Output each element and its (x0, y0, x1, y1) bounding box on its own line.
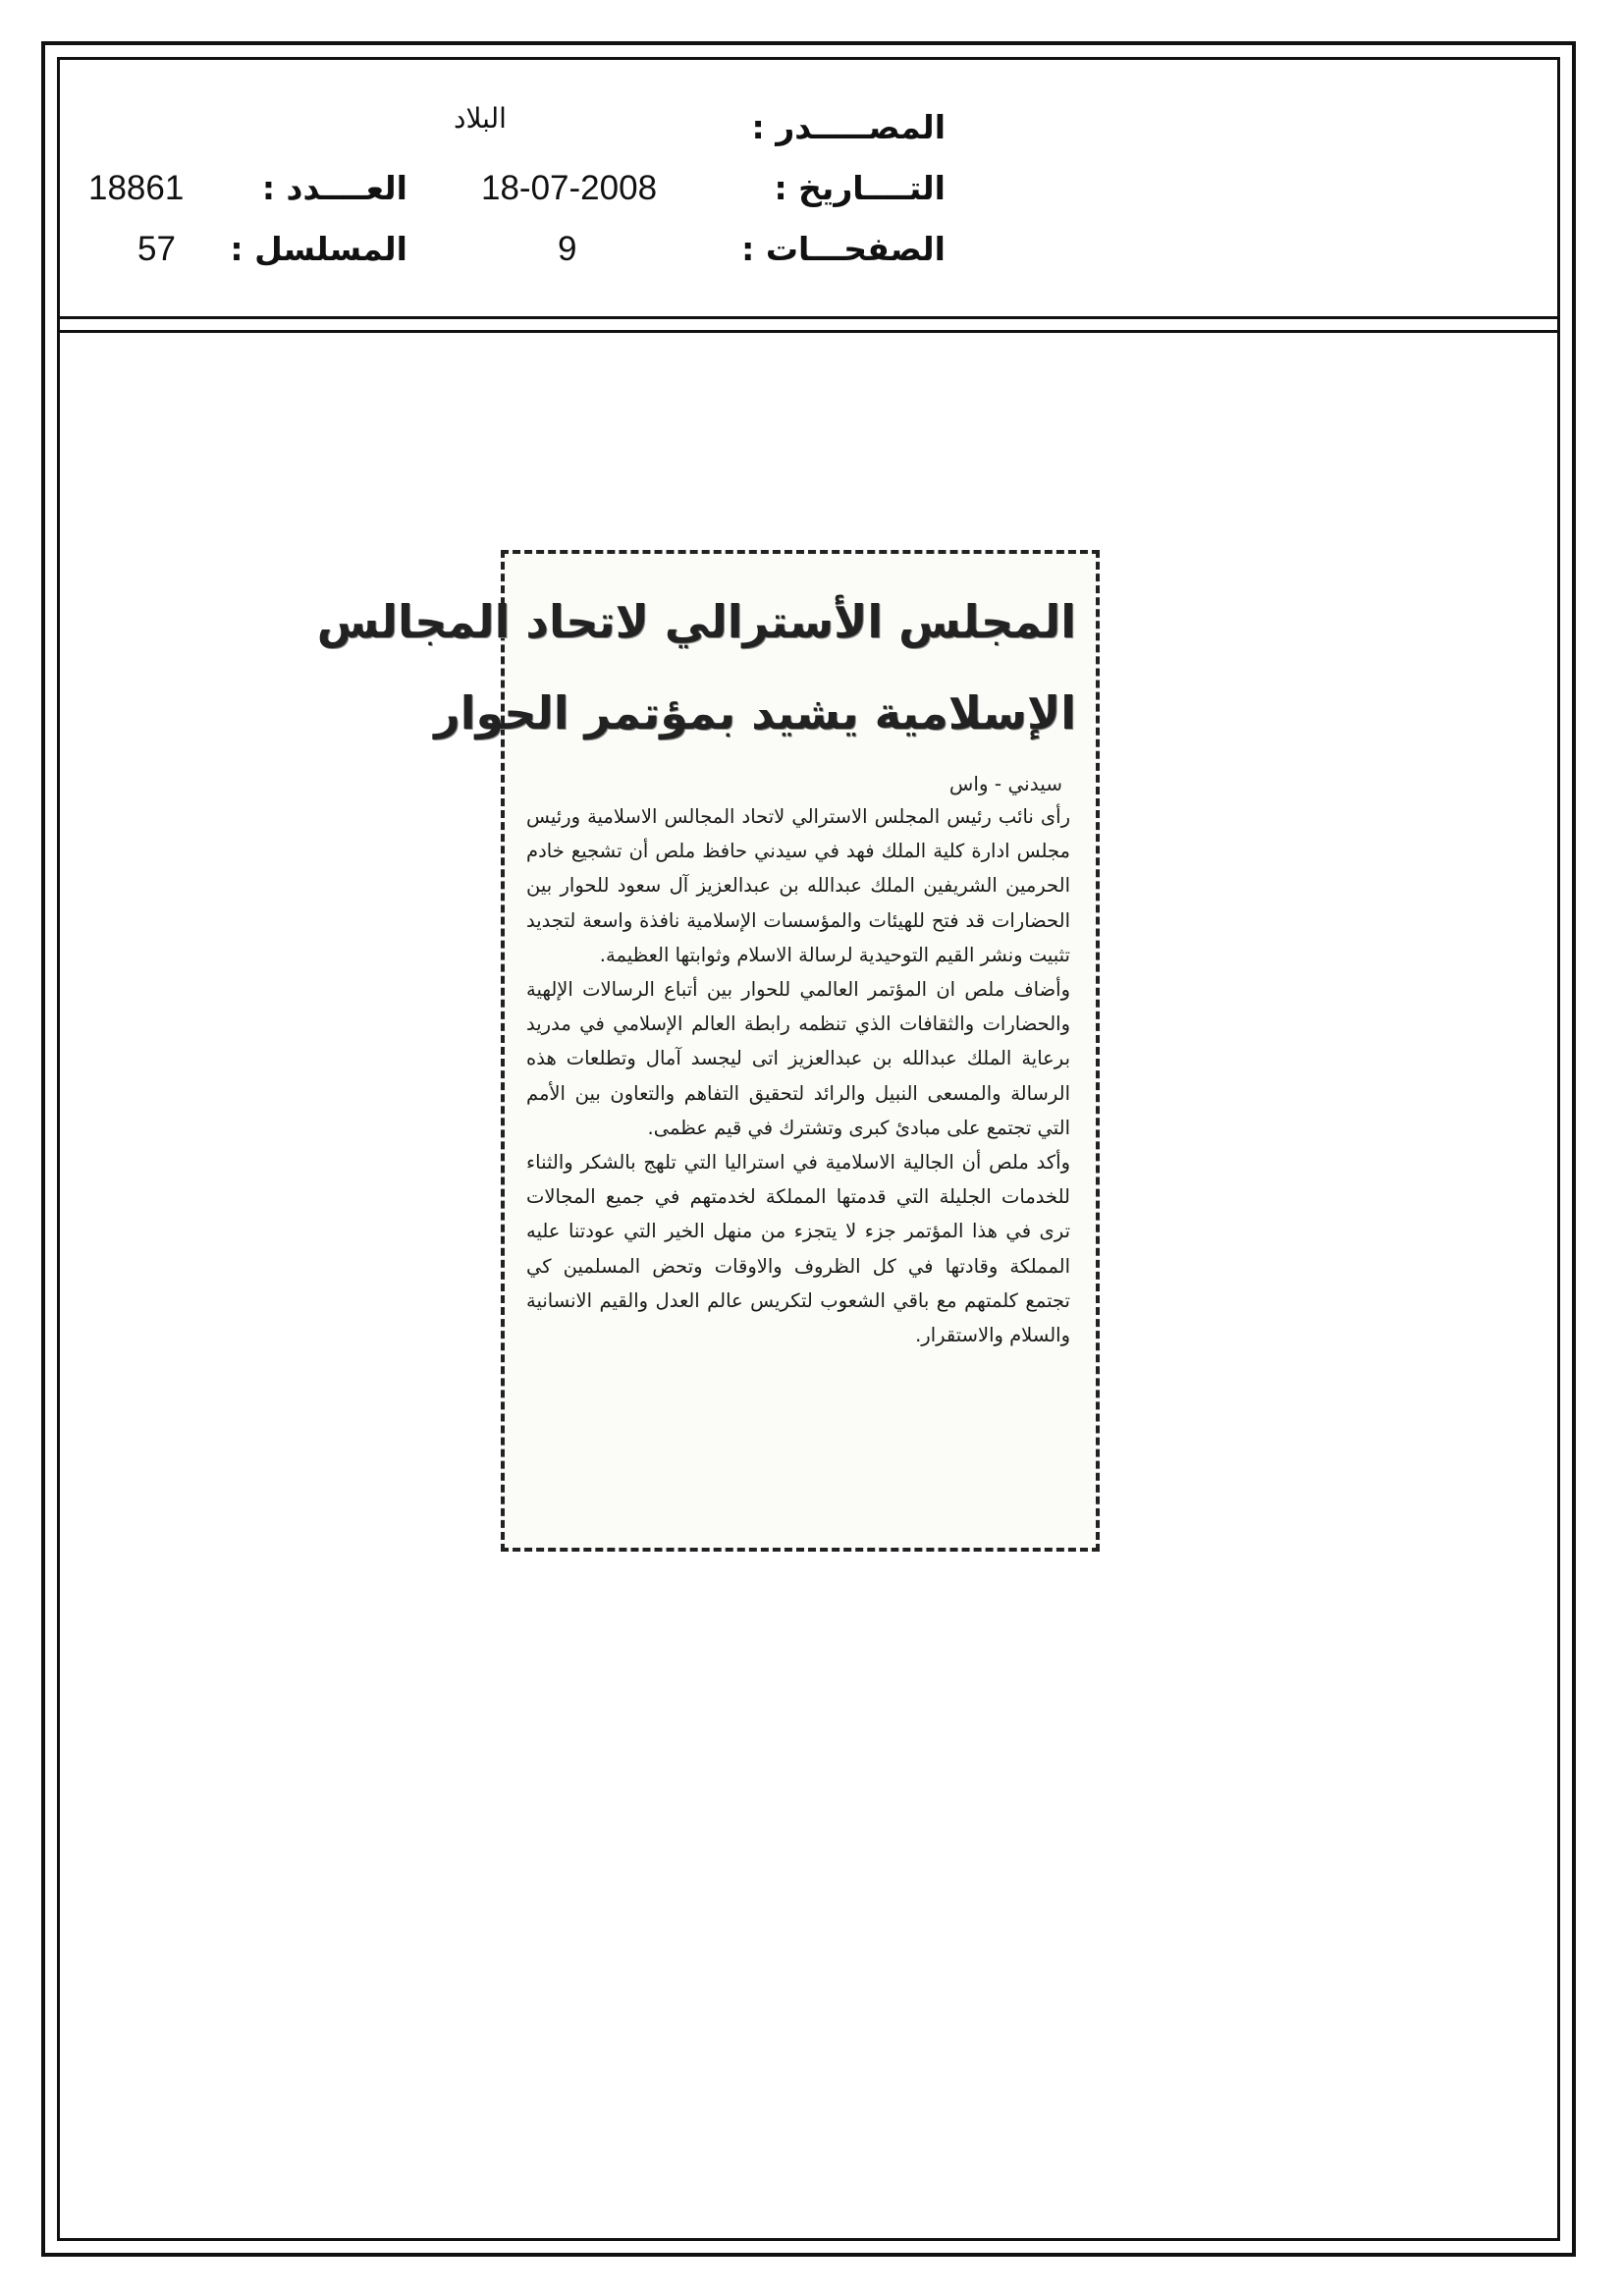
date-label: التــــاريخ : (774, 169, 946, 207)
issue-label: العــــدد : (261, 169, 407, 207)
article-paragraph: وأكد ملص أن الجالية الاسلامية في استراليا التي تلهج بالشكر والثناء للخدمات الجليلة التي قدمتها المملكة لخدمتهم في جميع المجالات ترى في هذا المؤتمر جزء لا يتجزء من منهل الخير التي عودتنا عليه المملكة وقادتها في كل الظروف والاوقات وتحض المسلمين كي تجتمع كلمتهم مع باقي الشعوب لتكريس عالم العدل والقيم الانسانية والسلام والاستقرار. (526, 1151, 1070, 1347)
issue-value: 18861 (88, 169, 185, 207)
article-paragraph: رأى نائب رئيس المجلس الاسترالي لاتحاد المجالس الاسلامية ورئيس مجلس ادارة كلية الملك فهد في سيدني حافظ ملص أن تشجيع خادم الحرمين الشريفين الملك عبدالله بن عبدالعزيز آل سعود للحوار بين الحضارات قد فتح للهيئات والمؤسسات الإسلامية نافذة واسعة لتجديد تثبيت ونشر القيم التوحيدية لرسالة الاسلام وثوابتها العظيمة. (526, 805, 1070, 966)
article-body (526, 799, 1070, 1352)
source-value: البلاد (454, 102, 507, 135)
newspaper-clipping (316, 550, 1100, 1552)
source-label: المصـــــدر : (751, 108, 946, 146)
article-title-line-1: المجلس الأسترالي لاتحاد المجالس (316, 595, 1076, 648)
header-divider-second (57, 330, 1560, 333)
article-paragraph: وأضاف ملص ان المؤتمر العالمي للحوار بين أتباع الرسالات الإلهية والحضارات والثقافات الذي تنظمه رابطة العالم الإسلامي في مدريد برعاية الملك عبدالله بن عبدالعزيز اتى ليجسد آمال وتطلعات هذه الرسالة والمسعى النبيل والرائد لتحقيق التفاهم والتعاون بين الأمم التي تجتمع على مبادئ كبرى وتشترك في قيم عظمى. (526, 978, 1070, 1139)
article-byline: سيدني - واس (948, 772, 1062, 795)
article-title-line-2: الإسلامية يشيد بمؤتمر الحوار (434, 686, 1076, 739)
serial-value: 57 (137, 230, 176, 268)
pages-label: الصفحـــات : (741, 230, 946, 268)
header-divider (57, 316, 1560, 319)
date-value: 18-07-2008 (481, 169, 658, 207)
pages-value: 9 (558, 230, 577, 268)
serial-label: المسلسل : (230, 230, 407, 268)
